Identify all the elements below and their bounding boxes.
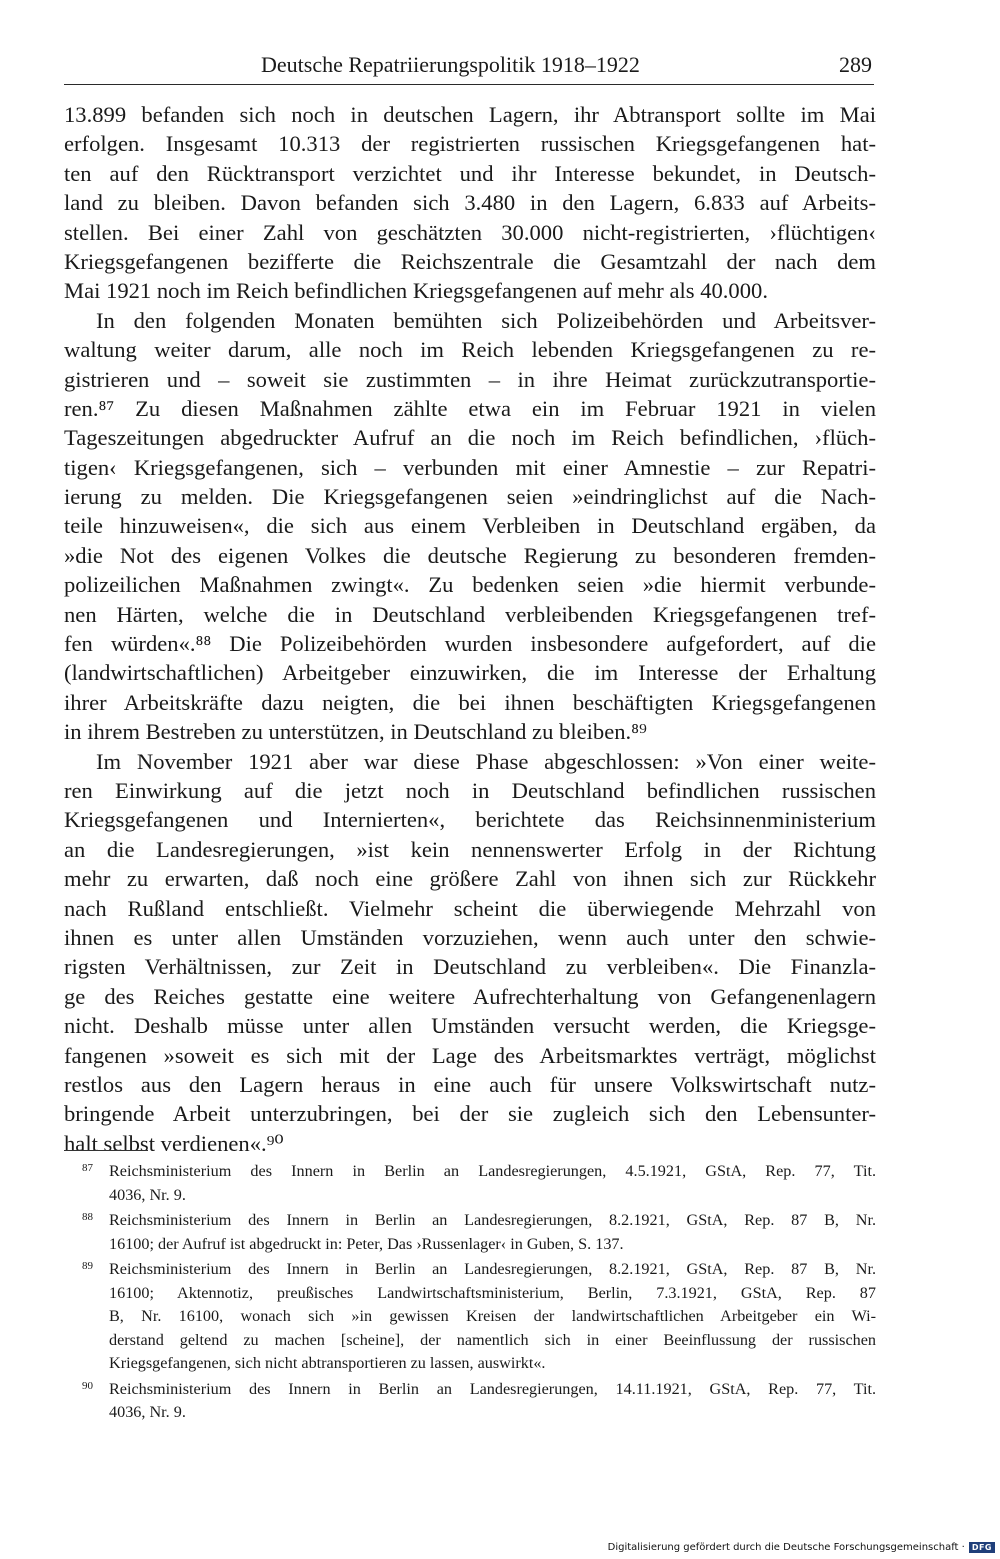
text-line: Kriegsgefangenen bezifferte die Reichszentrale die Gesamtzahl der nach dem xyxy=(64,248,876,274)
text-line: teile hinzuweisen«, die sich aus einem Verbleiben in Deutschland ergäben, da xyxy=(64,513,876,539)
text-line: stellen. Bei einer Zahl von geschätzten 30.000 nicht-registrierten, ›flüchtigen‹ xyxy=(64,219,876,245)
footnote-number: 89 xyxy=(82,1260,93,1272)
credit-text: Digitalisierung gefördert durch die Deutsche Forschungsgemeinschaft · xyxy=(607,1542,965,1553)
footnote-number: 88 xyxy=(82,1211,93,1223)
digitization-credit xyxy=(608,1542,995,1553)
footnote-line: Kriegsgefangenen, sich nicht abtransportieren zu lassen, auswirkt«. xyxy=(109,1354,546,1372)
text-line: land zu bleiben. Davon befanden sich 3.480 in den Lagern, 6.833 auf Arbeits- xyxy=(64,190,876,216)
text-line: ierung zu melden. Die Kriegsgefangenen seien »eindringlichst auf die Nach- xyxy=(64,484,876,510)
text-line: ten auf den Rücktransport verzichtet und ihr Interesse bekundet, in Deutsch- xyxy=(64,160,876,186)
footnote-line: 16100; der Aufruf ist abgedruckt in: Peter, Das ›Russenlager‹ in Guben, S. 137. xyxy=(109,1234,624,1253)
footnote-88 xyxy=(64,1209,876,1256)
footnotes xyxy=(64,1160,876,1427)
text-line: halt selbst verdienen«.⁹⁰ xyxy=(64,1130,284,1156)
text-line: Im November 1921 aber war diese Phase abgeschlossen: »Von einer weite- xyxy=(96,748,876,774)
footnote-number: 90 xyxy=(82,1379,93,1392)
text-line: tigen‹ Kriegsgefangenen, sich – verbunden mit einer Amnestie – zur Repatri- xyxy=(64,454,876,480)
text-line: in ihrem Bestreben zu unterstützen, in Deutschland zu bleiben.⁸⁹ xyxy=(64,719,647,745)
text-line: 13.899 befanden sich noch in deutschen Lagern, ihr Abtransport sollte im Mai xyxy=(64,102,876,127)
footnote-line: 4036, Nr. 9. xyxy=(109,1185,186,1204)
footnote-line: Reichsministerium des Innern in Berlin an Landesregierungen, 8.2.1921, GStA, Rep. 87 B, Nr. xyxy=(109,1211,876,1229)
footnote-line: Reichsministerium des Innern in Berlin an Landesregierungen, 4.5.1921, GStA, Rep. 77, Tit. xyxy=(109,1162,876,1180)
body-text xyxy=(64,100,876,1158)
text-line: fangenen »soweit es sich mit der Lage des Arbeitsmarktes verträgt, möglichst xyxy=(64,1042,876,1068)
text-line: Mai 1921 noch im Reich befindlichen Kriegsgefangenen auf mehr als 40.000. xyxy=(64,278,768,304)
text-line: ihnen es unter allen Umständen vorzuziehen, wenn auch unter den schwie- xyxy=(64,924,876,950)
running-head xyxy=(64,50,874,85)
text-line: ihrer Arbeitskräfte dazu neigten, die bei ihnen beschäftigten Kriegsgefangenen xyxy=(64,689,876,715)
footnote-90 xyxy=(64,1378,876,1425)
text-line: ren Einwirkung auf die jetzt noch in Deutschland befindlichen russischen xyxy=(64,777,876,803)
footnote-line: 4036, Nr. 9. xyxy=(109,1403,186,1421)
text-line: waltung weiter darum, alle noch im Reich lebenden Kriegsgefangenen zu re- xyxy=(64,337,876,363)
text-line: »die Not des eigenen Volkes die deutsche Regierung zu besonderen fremden- xyxy=(64,542,876,568)
text-line: In den folgenden Monaten bemühten sich Polizeibehörden und Arbeitsver- xyxy=(96,307,876,333)
text-line: an die Landesregierungen, »ist kein nennenswerter Erfolg in der Richtung xyxy=(64,836,876,862)
footnote-line: B, Nr. 16100, wonach sich »in gewissen Kreisen der landwirtschaftlichen Arbeitgeber ein Wi- xyxy=(109,1307,876,1325)
text-line: ren.⁸⁷ Zu diesen Maßnahmen zählte etwa ein im Februar 1921 in vielen xyxy=(64,395,876,421)
running-title: Deutsche Repatriierungspolitik 1918–1922 xyxy=(261,52,640,77)
footnote-89 xyxy=(64,1258,876,1376)
text-line: gistrieren und – soweit sie zustimmten – in ihre Heimat zurückzutransportie- xyxy=(64,366,876,392)
footnote-line: Reichsministerium des Innern in Berlin an Landesregierungen, 8.2.1921, GStA, Rep. 87 B, Nr. xyxy=(109,1260,876,1278)
footnote-line: 16100; Aktennotiz, preußisches Landwirtschaftsministerium, Berlin, 7.3.1921, GStA, Rep. 87 xyxy=(109,1283,876,1302)
text-line: nen Härten, welche die in Deutschland verbleibenden Kriegsgefangenen tref- xyxy=(64,601,876,627)
text-line: fen würden«.⁸⁸ Die Polizeibehörden wurden insbesondere aufgefordert, auf die xyxy=(64,631,876,657)
text-line: erfolgen. Insgesamt 10.313 der registrierten russischen Kriegsgefangenen hat- xyxy=(64,131,876,157)
page-number: 289 xyxy=(839,52,872,77)
footnote-87 xyxy=(64,1160,876,1207)
paragraph-2 xyxy=(64,306,876,747)
footnote-line: derstand geltend zu machen [scheine], der namentlich sich in einer Beeinflussung der russischen xyxy=(109,1330,876,1349)
text-line: rigsten Verhältnissen, zur Zeit in Deutschland zu verbleiben«. Die Finanzla- xyxy=(64,954,876,980)
paragraph-1 xyxy=(64,100,876,306)
dfg-logo: DFG xyxy=(969,1542,995,1553)
text-line: polizeilichen Maßnahmen zwingt«. Zu bedenken seien »die hiermit verbunde- xyxy=(64,572,876,598)
footnote-number: 87 xyxy=(82,1162,93,1174)
paragraph-3 xyxy=(64,747,876,1158)
text-line: Kriegsgefangenen und Internierten«, berichtete das Reichsinnenministerium xyxy=(64,807,876,833)
text-line: mehr zu erwarten, daß noch eine größere Zahl von ihnen sich zur Rückkehr xyxy=(64,866,876,892)
text-line: nach Rußland entschließt. Vielmehr scheint die überwiegende Mehrzahl von xyxy=(64,895,876,921)
text-line: Tageszeitungen abgedruckter Aufruf an die noch im Reich befindlichen, ›flüch- xyxy=(64,425,876,451)
footnote-divider xyxy=(64,1150,148,1151)
footnote-line: Reichsministerium des Innern in Berlin an Landesregierungen, 14.11.1921, GStA, Rep. 77, Tit. xyxy=(109,1379,876,1398)
text-line: (landwirtschaftlichen) Arbeitgeber einzuwirken, die im Interesse der Erhaltung xyxy=(64,660,876,686)
text-line: bringende Arbeit unterzubringen, bei der sie zugleich sich den Lebensunter- xyxy=(64,1101,876,1127)
text-line: restlos aus den Lagern heraus in eine auch für unsere Volkswirtschaft nutz- xyxy=(64,1071,876,1097)
text-line: ge des Reiches gestatte eine weitere Aufrechterhaltung von Gefangenenlagern xyxy=(64,983,876,1009)
text-line: nicht. Deshalb müsse unter allen Umständen versucht werden, die Kriegsge- xyxy=(64,1013,876,1039)
